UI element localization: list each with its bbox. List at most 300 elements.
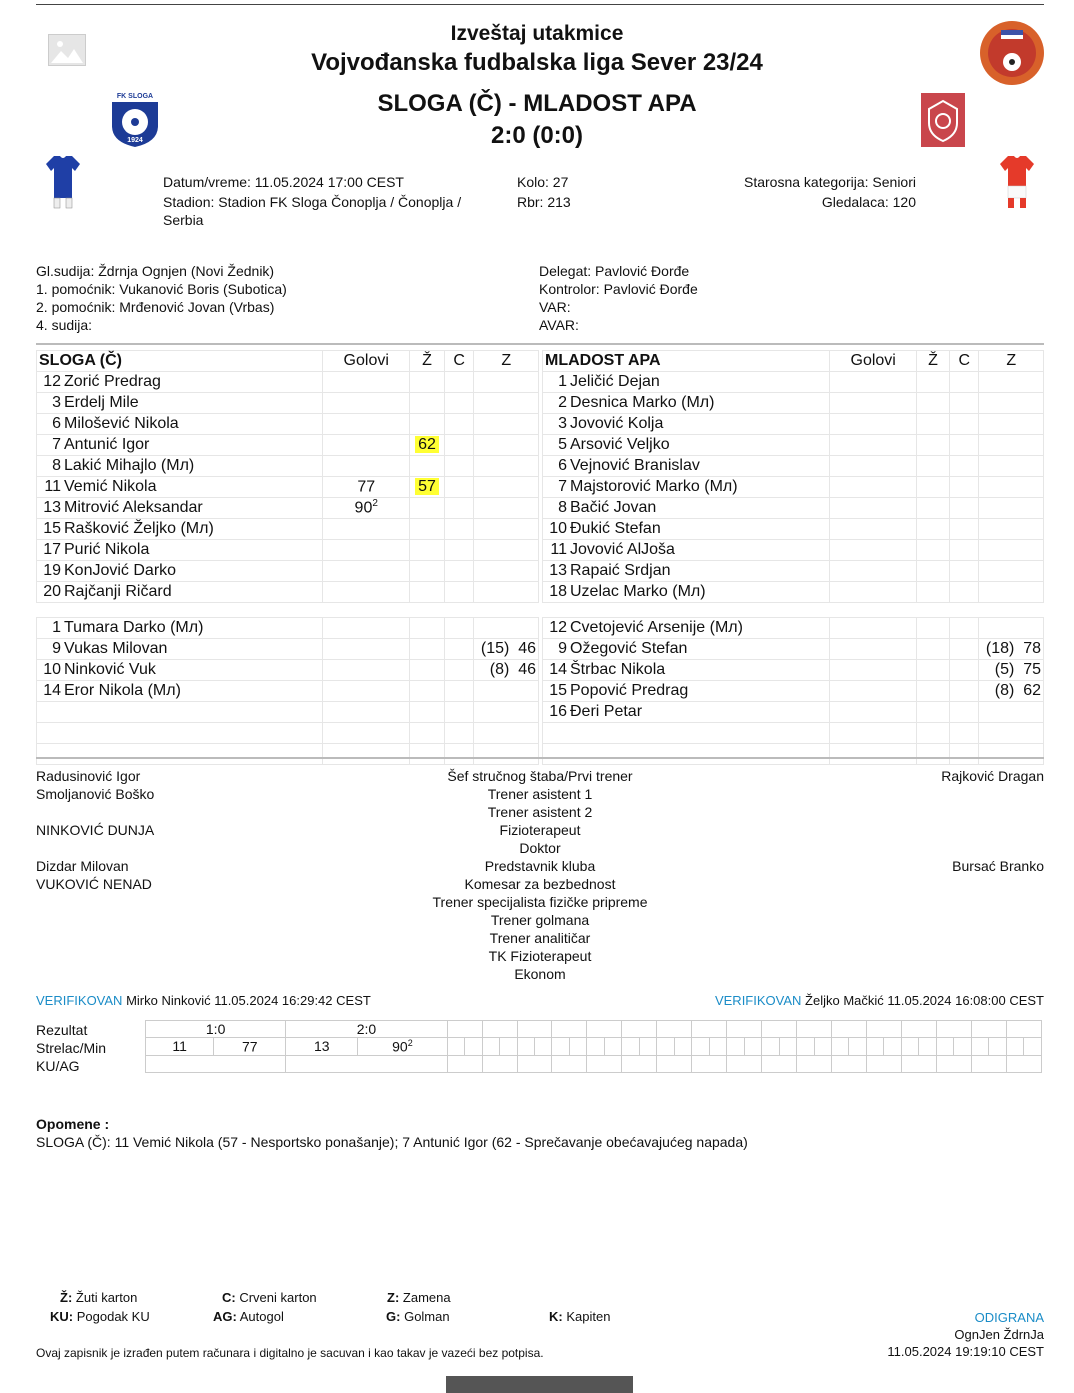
staff-line (36, 929, 336, 947)
roster-header-row (37, 351, 539, 372)
player-name: Ninković Vuk (64, 661, 156, 678)
player-number: 14 (43, 682, 61, 699)
goals-cell (830, 561, 917, 582)
sub-row (543, 681, 1044, 702)
goals-cell (323, 639, 410, 660)
player-name: Cvetojević Arsenije (Mл) (570, 619, 743, 636)
staff-line (744, 785, 1044, 803)
yellow-card-minute: 57 (415, 478, 439, 495)
player-cell (37, 519, 323, 540)
red-cell (444, 519, 474, 540)
player-number: 13 (549, 562, 567, 579)
player-name: Vejnović Branislav (570, 457, 700, 474)
sub-cell (474, 393, 539, 414)
red-cell (444, 744, 474, 765)
goals-cell (323, 456, 410, 477)
staff-line: TK Fizioterapeut (488, 948, 592, 964)
scorer-minute-cell (569, 1038, 586, 1056)
scorer-minute: 77 (242, 1038, 258, 1055)
player-name: Đukić Stefan (570, 520, 661, 537)
player-number: 11 (550, 541, 567, 558)
yellow-cell (410, 744, 444, 765)
match-title: SLOGA (Č) - MLADOST APA (377, 90, 697, 117)
scorer-number-cell (971, 1038, 988, 1056)
scorer-minute-cell (954, 1038, 971, 1056)
player-number: 6 (558, 457, 567, 474)
red-cell (949, 456, 979, 477)
legend-corner: KU: Pogodak KU (50, 1309, 150, 1324)
goal-minute: 90 (354, 499, 373, 517)
player-number: 12 (43, 373, 61, 390)
player-cell (543, 618, 830, 639)
player-cell (543, 639, 830, 660)
red-cell (444, 582, 474, 603)
sub-row (37, 639, 539, 660)
player-number: 6 (52, 415, 61, 432)
staff-line (36, 803, 336, 821)
signer: OgnJen ŽdrnJa (954, 1327, 1044, 1342)
scorer-number-cell (831, 1038, 848, 1056)
legend-own-goal: AG: Autogol (213, 1309, 284, 1324)
ku-ag-cell (692, 1055, 727, 1072)
yellow-cell (410, 639, 444, 660)
staff-line: Bursać Branko (952, 858, 1044, 874)
staff-line: Rajković Dragan (941, 768, 1044, 784)
sub-cell: (8) 62 (979, 681, 1044, 702)
player-name: Uzelac Marko (Mл) (570, 583, 706, 600)
scorer-number-cell (447, 1038, 464, 1056)
goals-cell (830, 702, 917, 723)
official-line: AVAR: (539, 317, 579, 333)
result-row (146, 1021, 1042, 1038)
player-cell (543, 435, 830, 456)
team-name: SLOGA (Č) (37, 351, 323, 372)
red-cell (949, 498, 979, 519)
roster-spacer (543, 603, 1044, 618)
player-cell (37, 702, 323, 723)
player-name: Desnica Marko (Mл) (570, 394, 715, 411)
sub-cell (979, 498, 1044, 519)
yellow-cell (410, 393, 444, 414)
red-cell (949, 744, 979, 765)
player-number: 3 (558, 415, 567, 432)
red-cell (444, 660, 474, 681)
player-cell (543, 456, 830, 477)
player-cell (37, 681, 323, 702)
legend-yellow: Ž: Žuti karton (60, 1290, 138, 1305)
goals-cell (323, 393, 410, 414)
yellow-cell (917, 639, 950, 660)
sub-cell (474, 414, 539, 435)
red-cell (444, 498, 474, 519)
staff-line: Doktor (519, 840, 561, 856)
player-cell (37, 561, 323, 582)
away-kit-icon (1000, 154, 1034, 210)
result-cell (447, 1021, 482, 1038)
staff-line (744, 911, 1044, 929)
verified-label: VERIFIKOVAN (714, 993, 802, 1008)
result-cell (762, 1021, 797, 1038)
yellow-cell (917, 660, 950, 681)
sub-cell (979, 723, 1044, 744)
roster-spacer (37, 603, 539, 618)
player-row (543, 393, 1044, 414)
goals-cell (830, 639, 917, 660)
yellow-cell (410, 540, 444, 561)
player-cell (37, 618, 323, 639)
player-cell (37, 414, 323, 435)
player-name: Arsović Veljko (570, 436, 670, 453)
staff-line: Radusinović Igor (36, 768, 141, 784)
report-title: Izveštaj utakmice (450, 22, 624, 45)
federation-logo (979, 20, 1045, 86)
player-number: 11 (44, 478, 61, 495)
staff-line: Trener golmana (490, 912, 590, 928)
disclaimer: Ovaj zapisnik je izrađen putem računara i digitalno je sacuvan i kao takav je vazeći bez potpisa. (36, 1346, 544, 1360)
yellow-cell (410, 456, 444, 477)
player-number: 1 (558, 373, 567, 390)
player-row (37, 519, 539, 540)
staff-line (744, 929, 1044, 947)
red-cell (444, 639, 474, 660)
legend-captain: K: Kapiten (549, 1309, 611, 1324)
goals-cell (830, 660, 917, 681)
player-cell (543, 744, 830, 765)
player-number: 18 (549, 583, 567, 600)
officials-left (36, 262, 287, 334)
yellow-cell (917, 393, 950, 414)
ku-ag-cell (971, 1055, 1006, 1072)
player-name: Rašković Željko (Mл) (64, 520, 214, 537)
result-cell (587, 1021, 622, 1038)
player-name: Tumara Darko (Mл) (64, 619, 204, 636)
yellow-cell (917, 582, 950, 603)
red-cell (949, 582, 979, 603)
verification-home (36, 993, 371, 1008)
goals-cell (323, 561, 410, 582)
result-cell (657, 1021, 692, 1038)
sub-cell (474, 702, 539, 723)
scorer-number-cell (552, 1038, 569, 1056)
ku-ag-cell (286, 1055, 447, 1072)
scoreline-labels (36, 1021, 106, 1075)
goals-cell (830, 582, 917, 603)
player-row (543, 435, 1044, 456)
sub-row (543, 702, 1044, 723)
player-cell (37, 498, 323, 519)
goals-cell (830, 477, 917, 498)
red-cell (949, 540, 979, 561)
staff-line: Smoljanović Boško (36, 786, 155, 802)
yellow-cell (410, 498, 444, 519)
yellow-cell (917, 456, 950, 477)
player-name: Jovović Kolja (570, 415, 664, 432)
goals-cell (323, 435, 410, 456)
player-name: Erdelj Mile (64, 394, 139, 411)
player-number: 15 (549, 682, 567, 699)
official-line: Delegat: Pavlović Đorđe (539, 263, 690, 279)
yellow-cell (917, 498, 950, 519)
scorer-number-cell (762, 1038, 779, 1056)
staff-line: Fizioterapeut (499, 822, 581, 838)
top-divider (36, 4, 1044, 5)
red-cell (444, 372, 474, 393)
red-cell (949, 639, 979, 660)
goals-cell (830, 372, 917, 393)
sub-cell (474, 618, 539, 639)
player-row (37, 582, 539, 603)
yellow-cell (410, 702, 444, 723)
scorer-minute-cell (500, 1038, 517, 1056)
sub-cell: (5) 75 (979, 660, 1044, 681)
scorer-minute-cell (214, 1038, 286, 1056)
staff-line (36, 965, 336, 983)
player-name: Eror Nikola (Mл) (64, 682, 181, 699)
scorer-number-cell (901, 1038, 918, 1056)
match-info-left (163, 173, 483, 229)
sub-cell (979, 702, 1044, 723)
player-cell (37, 393, 323, 414)
staff-line: Dizdar Milovan (36, 858, 129, 874)
staff-line: Predstavnik kluba (484, 858, 596, 874)
home-logo-year: 1924 (127, 137, 143, 144)
verified-by: Željko Mačkić 11.05.2024 16:08:00 CEST (805, 993, 1044, 1008)
goals-cell (323, 498, 410, 519)
goals-cell (830, 456, 917, 477)
player-cell (37, 372, 323, 393)
scorer-number-cell (936, 1038, 953, 1056)
player-row (543, 477, 1044, 498)
yellow-cell (410, 660, 444, 681)
age-category: Starosna kategorija: Seniori (744, 174, 916, 190)
red-cell (949, 435, 979, 456)
red-cell (949, 414, 979, 435)
yellow-cell (917, 435, 950, 456)
player-cell (37, 477, 323, 498)
staff-line (36, 911, 336, 929)
sub-cell: (8) 46 (474, 660, 539, 681)
player-cell (543, 414, 830, 435)
player-number: 2 (558, 394, 567, 411)
player-number: 8 (558, 499, 567, 516)
divider (36, 757, 1044, 759)
sub-row (543, 744, 1044, 765)
goals-cell (830, 498, 917, 519)
player-row (37, 498, 539, 519)
sub-cell (979, 561, 1044, 582)
player-cell (37, 723, 323, 744)
player-name: Vemić Nikola (64, 478, 157, 495)
scoreline-label: Strelac/Min (36, 1040, 107, 1056)
player-row (543, 372, 1044, 393)
goals-cell (830, 540, 917, 561)
sub-cell (474, 744, 539, 765)
scorer-minute-cell (465, 1038, 482, 1056)
player-row (37, 561, 539, 582)
legend-goalkeeper: G: Golman (386, 1309, 450, 1324)
staff-line (744, 965, 1044, 983)
sub-cell (474, 456, 539, 477)
player-cell (37, 660, 323, 681)
header (0, 22, 1074, 77)
result-cell (831, 1021, 866, 1038)
player-name: Jeličić Dejan (570, 373, 660, 390)
yellow-cell (917, 744, 950, 765)
sub-cell: (18) 78 (979, 639, 1044, 660)
sub-cell (474, 582, 539, 603)
player-row (543, 456, 1044, 477)
goals-cell (323, 723, 410, 744)
scorer-number-cell (797, 1038, 814, 1056)
official-line: Kontrolor: Pavlović Đorđe (539, 281, 698, 297)
ku-ag-cell (552, 1055, 587, 1072)
scorer-minute-cell (358, 1038, 447, 1056)
legend-sub: Z: Zamena (387, 1290, 451, 1305)
player-row (543, 414, 1044, 435)
sub-cell (979, 519, 1044, 540)
sub-cell (979, 414, 1044, 435)
scorer-number-cell: 11 (146, 1038, 214, 1056)
red-cell (949, 519, 979, 540)
player-number: 1 (52, 619, 61, 636)
red-cell (444, 435, 474, 456)
verification-away (600, 993, 1044, 1008)
spectators: Gledalaca: 120 (821, 194, 916, 210)
sub-cell (979, 456, 1044, 477)
ku-ag-cell (622, 1055, 657, 1072)
player-cell (543, 477, 830, 498)
ku-ag-cell (901, 1055, 936, 1072)
ku-ag-cell (727, 1055, 762, 1072)
goals-cell (323, 540, 410, 561)
scorer-number-cell (517, 1038, 534, 1056)
player-number: 14 (549, 661, 567, 678)
official-line: VAR: (539, 299, 571, 315)
sub-row (37, 702, 539, 723)
scorer-minute-cell (604, 1038, 621, 1056)
sub-cell (979, 372, 1044, 393)
player-row (37, 393, 539, 414)
player-cell (543, 681, 830, 702)
sub-row (543, 660, 1044, 681)
red-cell (444, 414, 474, 435)
scorer-minute-cell (919, 1038, 936, 1056)
goals-cell (323, 477, 410, 498)
player-cell (543, 660, 830, 681)
sub-row (37, 681, 539, 702)
staff-line (744, 839, 1044, 857)
player-cell (543, 372, 830, 393)
sub-cell: (15) 46 (474, 639, 539, 660)
red-cell (444, 723, 474, 744)
red-cell (444, 618, 474, 639)
staff-line (36, 947, 336, 965)
player-number: 19 (43, 562, 61, 579)
goals-cell (323, 702, 410, 723)
player-number: 16 (549, 703, 567, 720)
warnings-text: SLOGA (Č): 11 Vemić Nikola (57 - Nesportsko ponašanje); 7 Antunić Igor (62 - Sprečavanje obećavajućeg napada) (36, 1134, 748, 1150)
sub-cell (979, 540, 1044, 561)
player-cell (543, 702, 830, 723)
player-number: 17 (43, 541, 61, 558)
result-cell (622, 1021, 657, 1038)
result-cell (552, 1021, 587, 1038)
ku-ag-cell (866, 1055, 901, 1072)
staff-line: Komesar za bezbednost (464, 876, 616, 892)
divider (36, 343, 1044, 345)
scorer-number-cell (1006, 1038, 1023, 1056)
official-line: Gl.sudija: Ždrnja Ognjen (Novi Žednik) (36, 263, 275, 279)
ku-ag-cell (797, 1055, 832, 1072)
scorer-minute-cell (814, 1038, 831, 1056)
red-cell (949, 660, 979, 681)
roster-header-row (543, 351, 1044, 372)
goal-minute: 77 (357, 478, 376, 496)
goals-cell (830, 414, 917, 435)
red-cell (444, 702, 474, 723)
official-line: 4. sudija: (36, 317, 93, 333)
player-name: Ožegović Stefan (570, 640, 688, 657)
player-number: 10 (43, 661, 61, 678)
player-row (543, 498, 1044, 519)
red-cell (444, 561, 474, 582)
goals-cell (830, 435, 917, 456)
staff-line (36, 839, 336, 857)
sub-row (37, 723, 539, 744)
red-cell (444, 456, 474, 477)
result-cell (1006, 1021, 1041, 1038)
stadium: Stadion: Stadion FK Sloga Čonoplja / Čonoplja / Serbia (163, 194, 462, 228)
scorer-minute-extra: 2 (407, 1038, 413, 1048)
yellow-cell (917, 540, 950, 561)
goals-cell (323, 582, 410, 603)
scoreline-label: KU/AG (36, 1058, 80, 1074)
yellow-cell (410, 372, 444, 393)
goals-cell (830, 723, 917, 744)
player-row (37, 477, 539, 498)
column-header-goals: Golovi (323, 351, 410, 372)
player-row (37, 414, 539, 435)
scorer-minute-cell (884, 1038, 901, 1056)
player-name: Jovović AlJoša (570, 541, 675, 558)
column-header-sub: Z (979, 351, 1044, 372)
column-header-red: C (444, 351, 474, 372)
sub-row (543, 639, 1044, 660)
ku-ag-cell (1006, 1055, 1041, 1072)
player-name: Zorić Predrag (64, 373, 161, 390)
yellow-cell (410, 618, 444, 639)
player-number: 9 (558, 640, 567, 657)
player-number: 10 (549, 520, 567, 537)
yellow-cell (917, 681, 950, 702)
ku-ag-cell (517, 1055, 552, 1072)
player-name: Milošević Nikola (64, 415, 179, 432)
staff-roles (340, 767, 740, 983)
goals-cell (323, 372, 410, 393)
player-cell (543, 498, 830, 519)
player-row (37, 456, 539, 477)
yellow-cell (917, 561, 950, 582)
match-info-right (700, 173, 916, 211)
sub-cell (474, 681, 539, 702)
player-name: Lakić Mihajlo (Mл) (64, 457, 195, 474)
yellow-cell (917, 477, 950, 498)
warnings (36, 1115, 1036, 1151)
player-number: 12 (549, 619, 567, 636)
ku-ag-cell (657, 1055, 692, 1072)
sub-cell (979, 744, 1044, 765)
scorer-number-cell (866, 1038, 883, 1056)
